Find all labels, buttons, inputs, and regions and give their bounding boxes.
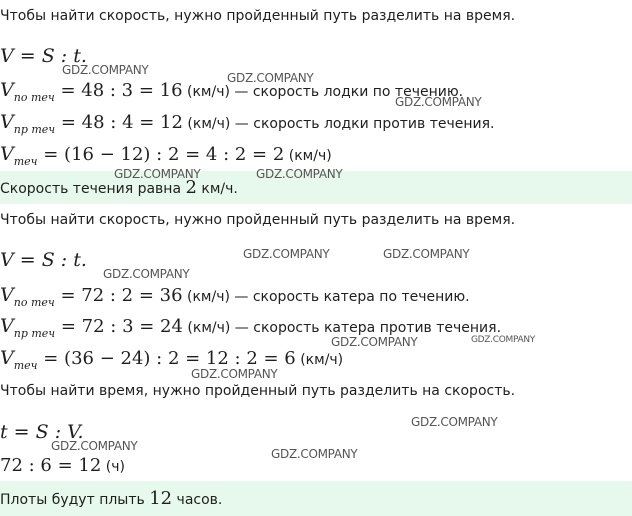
watermark: GDZ.COMPANY — [114, 167, 201, 181]
explanation: (км/ч) — скорость лодки по течению. — [182, 84, 464, 100]
answer-text: Плоты будут плыть — [0, 492, 150, 508]
explanation: (км/ч) — [284, 148, 332, 164]
speed-upstream-line-2 — [0, 315, 502, 340]
var-sub: пр теч — [13, 123, 56, 136]
answer-3 — [0, 488, 222, 509]
watermark: GDZ.COMPANY — [103, 267, 190, 281]
watermark: GDZ.COMPANY — [383, 247, 470, 261]
explanation: (км/ч) — [295, 352, 344, 368]
watermark: GDZ.COMPANY — [51, 439, 138, 453]
intro-text-1: Чтобы найти скорость, нужно пройденный путь разделить на время. — [0, 8, 516, 24]
current-speed-line-1 — [0, 143, 332, 168]
watermark: GDZ.COMPANY — [62, 63, 149, 77]
watermark: GDZ.COMPANY — [411, 415, 498, 429]
expression: = (16 − 12) : 2 = 4 : 2 = 2 — [37, 144, 285, 165]
watermark: GDZ.COMPANY — [395, 95, 482, 109]
expression: = (36 − 24) : 2 = 12 : 2 = 6 — [37, 348, 296, 369]
var-v: V — [0, 79, 14, 101]
answer-number: 12 — [149, 488, 173, 509]
var-sub: теч — [13, 155, 38, 168]
watermark: GDZ.COMPANY — [271, 447, 358, 461]
watermark: GDZ.COMPANY — [227, 71, 314, 85]
var-v: V — [0, 111, 14, 133]
current-speed-line-2 — [0, 347, 344, 372]
explanation: (км/ч) — скорость катера против течения. — [182, 320, 502, 336]
var-v: V — [0, 315, 14, 337]
watermark: GDZ.COMPANY — [331, 335, 418, 349]
watermark: GDZ.COMPANY — [471, 335, 536, 345]
speed-upstream-line-1 — [0, 111, 495, 136]
var-sub: по теч — [13, 296, 55, 309]
expression: = 72 : 2 = 36 — [54, 285, 183, 306]
var-v: V — [0, 347, 14, 369]
var-v: V — [0, 284, 14, 306]
expression: 72 : 6 = 12 — [0, 455, 102, 476]
answer-number: 2 — [185, 177, 197, 198]
formula-2: V = S : t. — [0, 249, 87, 271]
formula-1: V = S : t. — [0, 45, 87, 67]
expression: = 48 : 3 = 16 — [54, 80, 183, 101]
formula-3: t = S : V. — [0, 421, 84, 443]
answer-unit: часов. — [172, 492, 223, 508]
answer-unit: км/ч. — [196, 181, 238, 197]
watermark: GDZ.COMPANY — [191, 367, 278, 381]
var-sub: по теч — [13, 91, 55, 104]
expression: = 48 : 4 = 12 — [55, 112, 183, 133]
expression: = 72 : 3 = 24 — [55, 316, 183, 337]
explanation: (км/ч) — скорость катера по течению. — [182, 289, 470, 305]
answer-text: Скорость течения равна — [0, 181, 186, 197]
var-sub: пр теч — [13, 327, 56, 340]
explanation: (км/ч) — скорость лодки против течения. — [182, 116, 495, 132]
explanation: (ч) — [101, 459, 125, 475]
speed-downstream-line-2 — [0, 284, 470, 309]
time-calc-line — [0, 455, 125, 476]
watermark: GDZ.COMPANY — [243, 247, 330, 261]
var-sub: теч — [13, 359, 38, 372]
watermark: GDZ.COMPANY — [256, 167, 343, 181]
intro-text-2: Чтобы найти скорость, нужно пройденный путь разделить на время. — [0, 212, 516, 228]
var-v: V — [0, 143, 14, 165]
intro-text-3: Чтобы найти время, нужно пройденный путь разделить на скорость. — [0, 383, 516, 399]
